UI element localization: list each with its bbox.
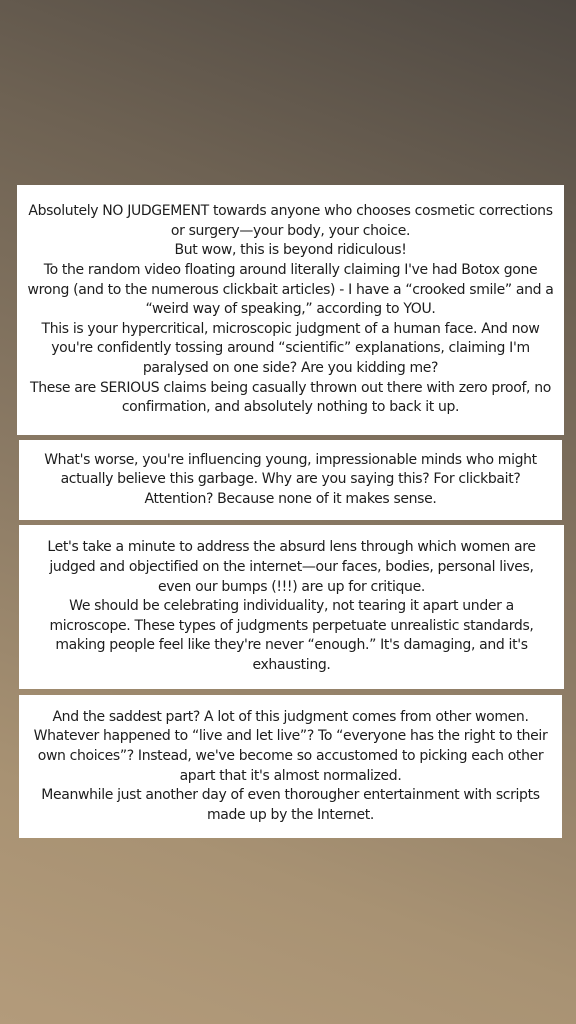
card-paragraph: But wow, this is beyond ridiculous! [174, 242, 407, 259]
card-paragraph: Let's take a minute to address the absurd lens through which women are judged and objectified on the internet—our faces, bodies, personal lives, even our bumps (!!!) are up for critique. [47, 539, 536, 595]
card-paragraph: Meanwhile just another day of even thorougher entertainment with scripts made up by the Internet. [41, 787, 540, 823]
card-paragraph: And the saddest part? A lot of this judgment comes from other women. Whatever happened to “live and let live”? To “everyone has the right to their own choices”? Instead, we've become so accustomed to picking each other apart that it's almost normalized. [33, 708, 548, 784]
text-card-influence [19, 440, 562, 520]
card-paragraph: We should be celebrating individuality, not tearing it apart under a microscope. These types of judgments perpetuate unrealistic standards, making people feel like they're never “enough.” It's damaging, and it's exhausting. [49, 598, 534, 673]
card-paragraph: What's worse, you're influencing young, impressionable minds who might actually believe this garbage. Why are you saying this? For clickbait? Attention? Because none of it makes sense. [44, 451, 537, 507]
card-paragraph: To the random video floating around literally claiming I've had Botox gone wrong (and to the numerous clickbait articles) - I have a “crooked smile” and a “weird way of speaking,” according to YOU. [27, 262, 554, 318]
card-paragraph: Absolutely NO JUDGEMENT towards anyone who chooses cosmetic corrections or surgery—your body, your choice. [28, 203, 553, 239]
card-paragraph: These are SERIOUS claims being casually thrown out there with zero proof, no confirmation, and absolutely nothing to back it up. [30, 379, 551, 416]
text-card-judgement [17, 185, 564, 435]
card-paragraph: This is your hypercritical, microscopic judgment of a human face. And now you're confidently tossing around “scientific” explanations, claiming I'm paralysed on one side? Are you kidding me? [41, 320, 540, 376]
text-card-saddest-part [19, 695, 562, 838]
text-card-women-judged [19, 525, 564, 689]
